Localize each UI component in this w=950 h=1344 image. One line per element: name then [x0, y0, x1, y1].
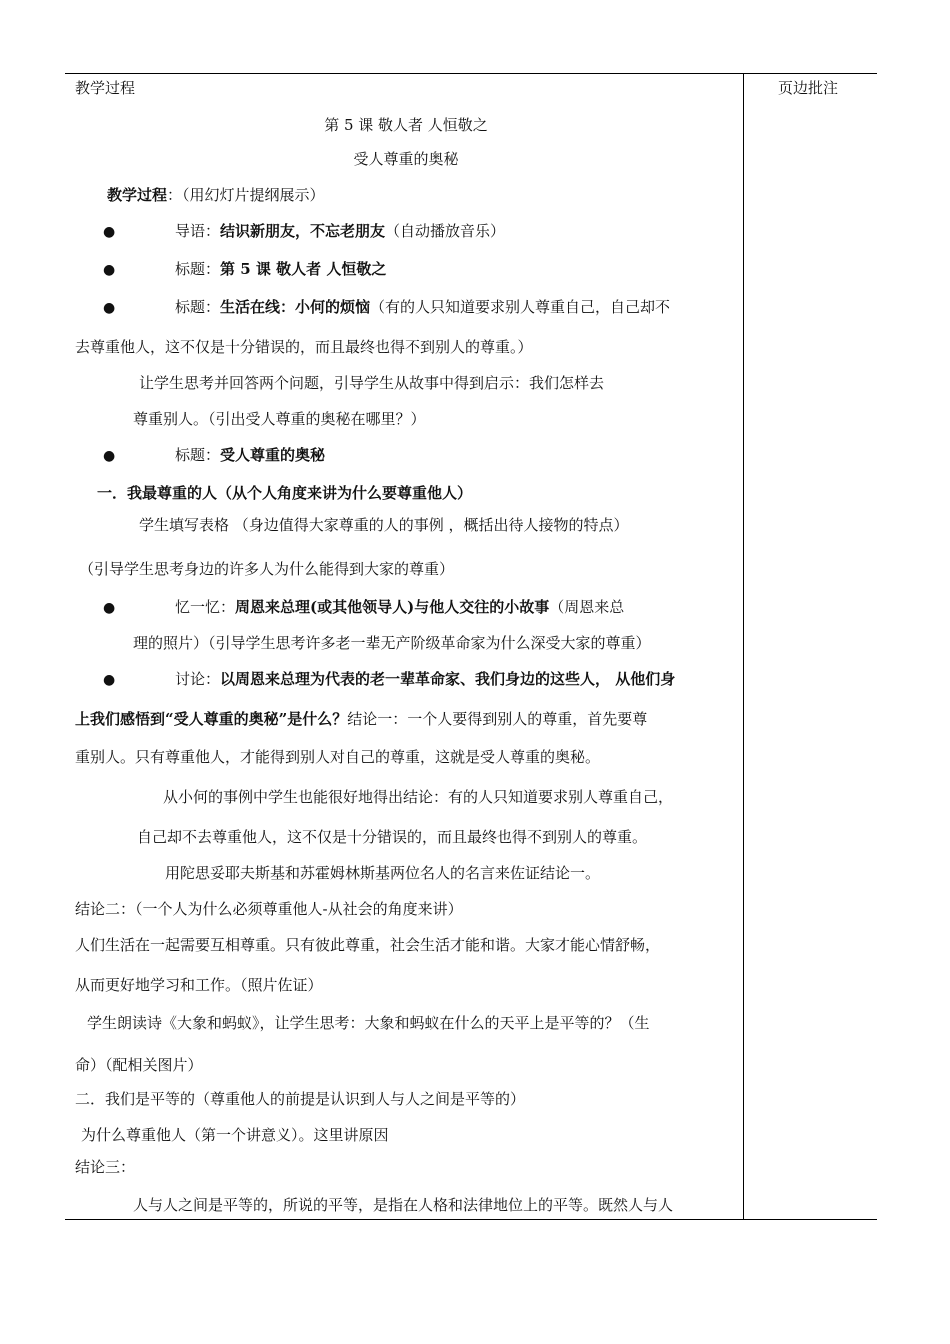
- paragraph-line: 从而更好地学习和工作。（照片佐证）: [75, 976, 323, 994]
- paragraph-line: 命）（配相关图片）: [75, 1056, 203, 1074]
- paragraph-line: 让学生思考并回答两个问题，引导学生从故事中得到启示：我们怎样去: [139, 374, 605, 392]
- paragraph-line: 用陀思妥耶夫斯基和苏霍姆林斯基两位名人的名言来佐证结论一。: [165, 864, 601, 882]
- paragraph-line: 去尊重他人，这不仅是十分错误的，而且最终也得不到别人的尊重。）: [75, 338, 533, 356]
- bullet-secret: [175, 444, 325, 466]
- paragraph-line: 学生朗读诗《大象和蚂蚁》，让学生思考：大象和蚂蚁在什么的天平上是平等的？（生: [87, 1014, 650, 1032]
- paragraph-line: 重别人。只有尊重他人，才能得到别人对自己的尊重，这就是受人尊重的奥秘。: [75, 748, 601, 766]
- paragraph-line: 为什么尊重他人（第一个讲意义）。这里讲原因: [81, 1126, 389, 1144]
- bullet-note: （自动播放音乐）: [385, 222, 506, 240]
- lesson-title: 第 5 课 敬人者 人恒敬之: [324, 116, 488, 134]
- column-header-process: 教学过程: [75, 79, 136, 97]
- column-divider: [743, 73, 744, 1220]
- bullet-discuss: [175, 668, 675, 690]
- bullet-prefix: 标题：: [175, 260, 221, 278]
- process-label: 教学过程: [107, 186, 168, 204]
- bold-text: 上我们感悟到“受人尊重的奥秘”是什么？: [75, 710, 348, 728]
- paragraph-line: 学生填写表格 （身边值得大家尊重的人的事例 ，概括出待人接物的特点）: [139, 516, 629, 534]
- bullet-bold-text: 生活在线：小何的烦恼: [220, 298, 371, 316]
- paragraph-line: 人与人之间是平等的，所说的平等，是指在人格和法律地位上的平等。既然人与人: [133, 1196, 674, 1214]
- paragraph-line: 人们生活在一起需要互相尊重。只有彼此尊重，社会生活才能和谐。大家才能心情舒畅，: [75, 936, 661, 954]
- section-heading: 一．我最尊重的人（从个人角度来讲为什么要尊重他人）: [97, 484, 473, 502]
- process-intro: [107, 184, 325, 206]
- bullet-bold-text: 第 5 课 敬人者 人恒敬之: [220, 260, 387, 278]
- paragraph-line: 自己却不去尊重他人，这不仅是十分错误的，而且最终也得不到别人的尊重。: [137, 828, 648, 846]
- bullet-note: （有的人只知道要求别人尊重自己，自己却不: [370, 298, 671, 316]
- process-colon: ：: [167, 186, 183, 204]
- bullet-icon: ●: [103, 300, 116, 316]
- bullet-prefix: 标题：: [175, 298, 221, 316]
- bullet-intro: [175, 220, 505, 242]
- bullet-icon: ●: [103, 448, 116, 464]
- bullet-prefix: 导语：: [175, 222, 221, 240]
- conclusion-heading: 结论二：（一个人为什么必须尊重他人-从社会的角度来讲）: [75, 900, 463, 918]
- bullet-icon: ●: [103, 224, 116, 240]
- bullet-recall: [175, 596, 624, 618]
- bullet-bold-text: 周恩来总理(或其他领导人)与他人交往的小故事: [235, 598, 550, 616]
- bullet-icon: ●: [103, 600, 116, 616]
- lesson-subtitle: 受人尊重的奥秘: [353, 150, 459, 168]
- bullet-bold-text: 结识新朋友，不忘老朋友: [220, 222, 386, 240]
- bullet-life-online: [175, 296, 670, 318]
- table-top-border: [65, 73, 877, 74]
- bullet-note: （周恩来总: [549, 598, 625, 616]
- paragraph-line: （引导学生思考身边的许多人为什么能得到大家的尊重）: [79, 560, 455, 578]
- bullet-prefix: 标题：: [175, 446, 221, 464]
- bullet-bold-text: 以周恩来总理为代表的老一辈革命家、我们身边的这些人， 从他们身: [220, 670, 676, 688]
- paragraph-line: 理的照片）（引导学生思考许多老一辈无产阶级革命家为什么深受大家的尊重）: [133, 634, 651, 652]
- bullet-icon: ●: [103, 262, 116, 278]
- paragraph-line: 从小何的事例中学生也能很好地得出结论：有的人只知道要求别人尊重自己，: [163, 788, 674, 806]
- table-bottom-border: [65, 1219, 877, 1220]
- paragraph-line: [75, 708, 647, 730]
- bullet-prefix: 讨论：: [175, 670, 221, 688]
- paragraph-line: 尊重别人。（引出受人尊重的奥秘在哪里？）: [133, 410, 426, 428]
- bullet-prefix: 忆一忆：: [175, 598, 236, 616]
- bullet-icon: ●: [103, 672, 116, 688]
- process-note: （用幻灯片提纲展示）: [182, 186, 325, 204]
- plain-text: 结论一：一个人要得到别人的尊重，首先要尊: [347, 710, 648, 728]
- bullet-title: [175, 258, 386, 280]
- column-header-margin-notes: 页边批注: [778, 79, 839, 97]
- section-heading: 二．我们是平等的（尊重他人的前提是认识到人与人之间是平等的）: [75, 1090, 526, 1108]
- conclusion-heading: 结论三：: [75, 1158, 136, 1176]
- bullet-bold-text: 受人尊重的奥秘: [220, 446, 326, 464]
